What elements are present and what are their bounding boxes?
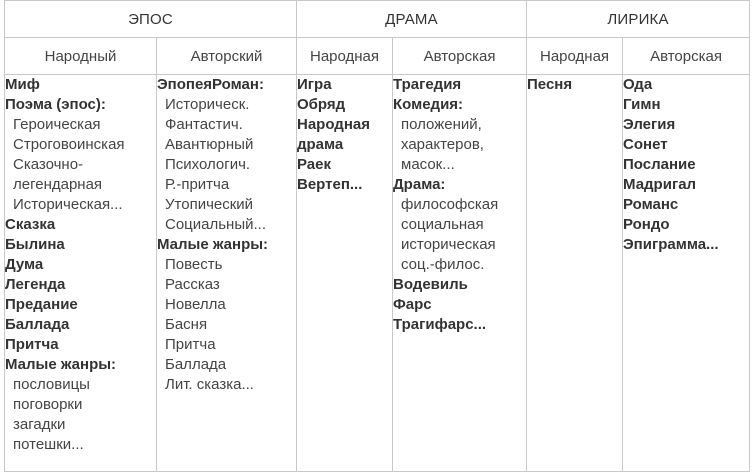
group-header-epos: ЭПОС bbox=[5, 1, 297, 38]
subgenre-item: Героическая bbox=[13, 116, 101, 133]
genre-item: Мадригал bbox=[623, 176, 697, 193]
subgenre-item: поговорки bbox=[13, 396, 83, 413]
subheader-row bbox=[5, 38, 750, 75]
genre-item: Послание bbox=[623, 156, 696, 173]
subgenre-item: философская bbox=[401, 196, 499, 213]
subheader-drama-folk: Народная bbox=[297, 38, 393, 75]
genre-item: Сонет bbox=[623, 136, 668, 153]
subgenre-item: Социальный... bbox=[165, 216, 267, 233]
genre-item: Игра bbox=[297, 76, 332, 93]
genre-item: Миф bbox=[5, 76, 40, 93]
genre-item: Комедия: bbox=[393, 96, 464, 113]
subgenre-item: Повесть bbox=[165, 256, 223, 273]
subgenre-item: Психологич. bbox=[165, 156, 251, 173]
column-drama-author bbox=[393, 75, 527, 472]
subgenre-item: Притча bbox=[165, 336, 216, 353]
genre-item: Трагедия bbox=[393, 76, 462, 93]
subgenre-item: Историческ. bbox=[165, 96, 250, 113]
genre-item: Малые жанры: bbox=[5, 356, 117, 373]
subgenre-item: Утопический bbox=[165, 196, 254, 213]
group-header-drama: ДРАМА bbox=[297, 1, 527, 38]
subgenre-item: Историческая... bbox=[13, 196, 123, 213]
subgenre-item: Баллада bbox=[165, 356, 227, 373]
subgenre-item: Авантюрный bbox=[165, 136, 254, 153]
column-lyrics-folk bbox=[527, 75, 623, 472]
genre-item: Эпиграмма... bbox=[623, 236, 719, 253]
subgenre-item: Басня bbox=[165, 316, 208, 333]
subgenre-item: Фантастич. bbox=[165, 116, 243, 133]
genre-item: Романс bbox=[623, 196, 679, 213]
genre-item: Элегия bbox=[623, 116, 676, 133]
subgenre-item: социальная bbox=[401, 216, 484, 233]
column-epos-folk bbox=[5, 75, 157, 472]
subgenre-item: Р.-притча bbox=[165, 176, 230, 193]
genre-item: Сказка bbox=[5, 216, 56, 233]
subgenre-item: масок... bbox=[401, 156, 455, 173]
genre-item: Былина bbox=[5, 236, 65, 253]
genre-item: Малые жанры: bbox=[157, 236, 269, 253]
subgenre-item: Сказочно- bbox=[13, 156, 84, 173]
subgenre-item: пословицы bbox=[13, 376, 90, 393]
genre-item: Легенда bbox=[5, 276, 66, 293]
group-header-lyrics: ЛИРИКА bbox=[527, 1, 750, 38]
genre-item: Водевиль bbox=[393, 276, 468, 293]
genre-item: Фарс bbox=[393, 296, 432, 313]
subgenre-item: положений, bbox=[401, 116, 482, 133]
genre-item: Баллада bbox=[5, 316, 70, 333]
subgenre-item: загадки bbox=[13, 416, 66, 433]
genre-item: Песня bbox=[527, 76, 573, 93]
genre-item: Народная bbox=[297, 116, 370, 133]
genre-item: Вертеп... bbox=[297, 176, 363, 193]
genre-item: Раек bbox=[297, 156, 331, 173]
genre-item: Трагифарс... bbox=[393, 316, 487, 333]
subgenre-item: Лит. сказка... bbox=[165, 376, 254, 393]
genre-item: Ода bbox=[623, 76, 653, 93]
subgenre-item: историческая bbox=[401, 236, 496, 253]
column-lyrics-author bbox=[623, 75, 750, 472]
subheader-lyrics-folk: Народная bbox=[527, 38, 623, 75]
genre-item: Поэма (эпос): bbox=[5, 96, 106, 113]
group-header-row bbox=[5, 1, 750, 38]
subgenre-item: Рассказ bbox=[165, 276, 220, 293]
subgenre-item: Новелла bbox=[165, 296, 226, 313]
subheader-drama-author: Авторская bbox=[393, 38, 527, 75]
subheader-epos-folk: Народный bbox=[5, 38, 157, 75]
genre-item: Гимн bbox=[623, 96, 661, 113]
genre-item: ЭпопеяРоман: bbox=[157, 76, 264, 93]
genres-table bbox=[4, 0, 750, 472]
column-drama-folk bbox=[297, 75, 393, 472]
genre-item: Притча bbox=[5, 336, 59, 353]
subgenre-item: Строговоинская bbox=[13, 136, 125, 153]
genre-item: Предание bbox=[5, 296, 78, 313]
genre-item: Обряд bbox=[297, 96, 346, 113]
subgenre-item: легендарная bbox=[13, 176, 103, 193]
genre-item: драма bbox=[297, 136, 344, 153]
subheader-lyrics-author: Авторская bbox=[623, 38, 750, 75]
subgenre-item: соц.-филос. bbox=[401, 256, 485, 273]
column-epos-author bbox=[157, 75, 297, 472]
content-row bbox=[5, 75, 750, 472]
genre-item: Рондо bbox=[623, 216, 670, 233]
subgenre-item: потешки... bbox=[13, 436, 84, 453]
subgenre-item: характеров, bbox=[401, 136, 484, 153]
subheader-epos-author: Авторский bbox=[157, 38, 297, 75]
genre-item: Дума bbox=[5, 256, 44, 273]
genre-item: Драма: bbox=[393, 176, 446, 193]
